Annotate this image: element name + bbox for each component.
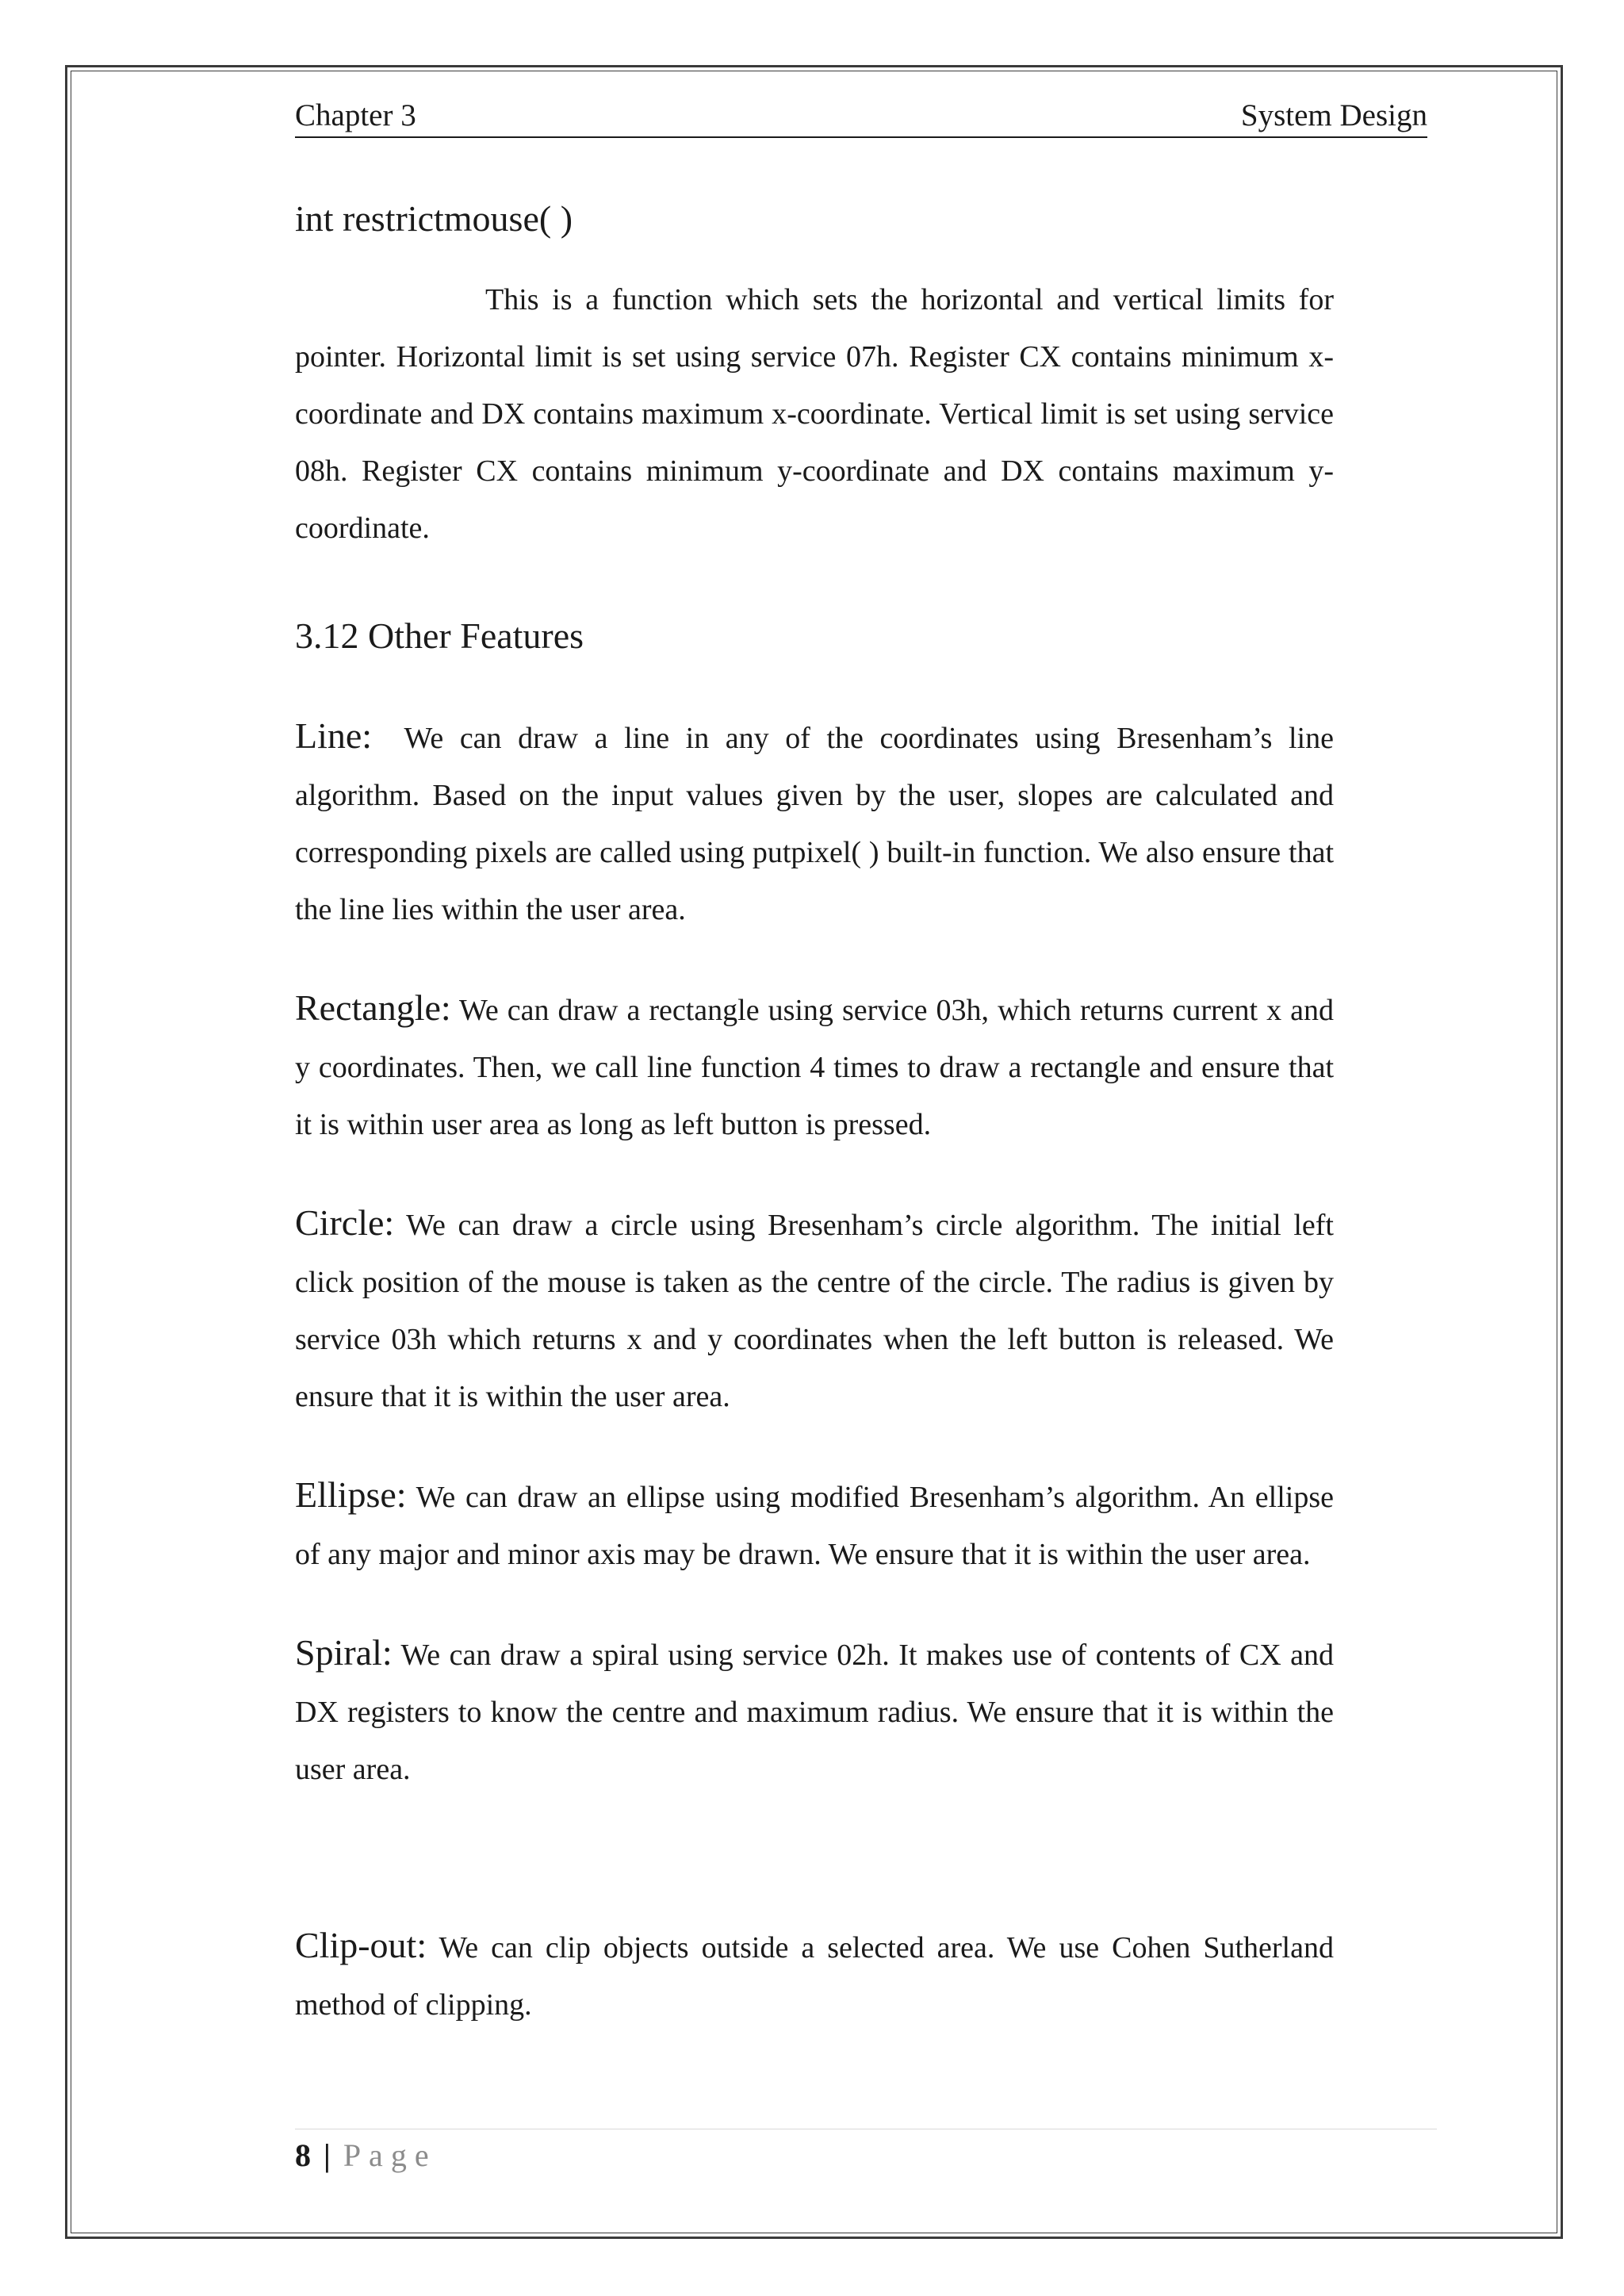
feature-text: We can clip objects outside a selected area. We use Cohen Sutherland method of clipping. xyxy=(295,1931,1334,2022)
feature-circle xyxy=(295,1194,1334,1425)
feature-rectangle xyxy=(295,979,1334,1153)
feature-term: Ellipse: xyxy=(295,1474,407,1515)
feature-text: We can draw a line in any of the coordinates using Bresenham’s line algorithm. Based on the input values given by the user, slopes are calculated and corresponding pixels are called using putpixel( ) built-in function. We also ensure that the line lies within the user area. xyxy=(295,722,1334,926)
feature-text: We can draw a spiral using service 02h. It makes use of contents of CX and DX registers to know the centre and maximum radius. We ensure that it is within the user area. xyxy=(295,1639,1334,1786)
feature-text: We can draw an ellipse using modified Bresenham’s algorithm. An ellipse of any major and minor axis may be drawn. We ensure that it is within the user area. xyxy=(295,1481,1334,1571)
feature-term: Rectangle: xyxy=(295,987,451,1028)
feature-term: Circle: xyxy=(295,1202,395,1243)
section-label: System Design xyxy=(1240,98,1427,132)
page-number: 8 xyxy=(295,2137,311,2173)
page-header xyxy=(295,95,1427,138)
function-title: int restrictmouse( ) xyxy=(295,198,573,239)
feature-clip-out xyxy=(295,1917,1334,2033)
feature-term: Clip-out: xyxy=(295,1925,427,1965)
page-content xyxy=(295,195,1334,2075)
page-word: Page xyxy=(343,2137,437,2173)
page-separator: | xyxy=(324,2137,331,2173)
section-title: 3.12 Other Features xyxy=(295,615,584,656)
feature-ellipse xyxy=(295,1466,1334,1583)
chapter-label: Chapter 3 xyxy=(295,98,416,132)
feature-spiral xyxy=(295,1624,1334,1798)
feature-line xyxy=(295,707,1334,938)
feature-text: We can draw a rectangle using service 03h, which returns current x and y coordinates. Then, we call line function 4 times to draw a rectangle and ensure that it is within user area as long as left button is pressed. xyxy=(295,994,1334,1141)
feature-term: Line: xyxy=(295,715,373,756)
feature-text: We can draw a circle using Bresenham’s circle algorithm. The initial left click position of the mouse is taken as the centre of the circle. The radius is given by service 03h which returns x and y coordinates when the left button is released. We ensure that it is within the user area. xyxy=(295,1209,1334,1413)
feature-term: Spiral: xyxy=(295,1632,393,1673)
page-footer xyxy=(295,2133,437,2178)
function-description: This is a function which sets the horizontal and vertical limits for pointer. Horizontal limit is set using service 07h. Register CX contains minimum x-coordinate and DX contains maximum x-coordinate. Vertical limit is set using service 08h. Register CX contains minimum y-coordinate and DX contains maximum y-coordinate. xyxy=(295,283,1334,545)
